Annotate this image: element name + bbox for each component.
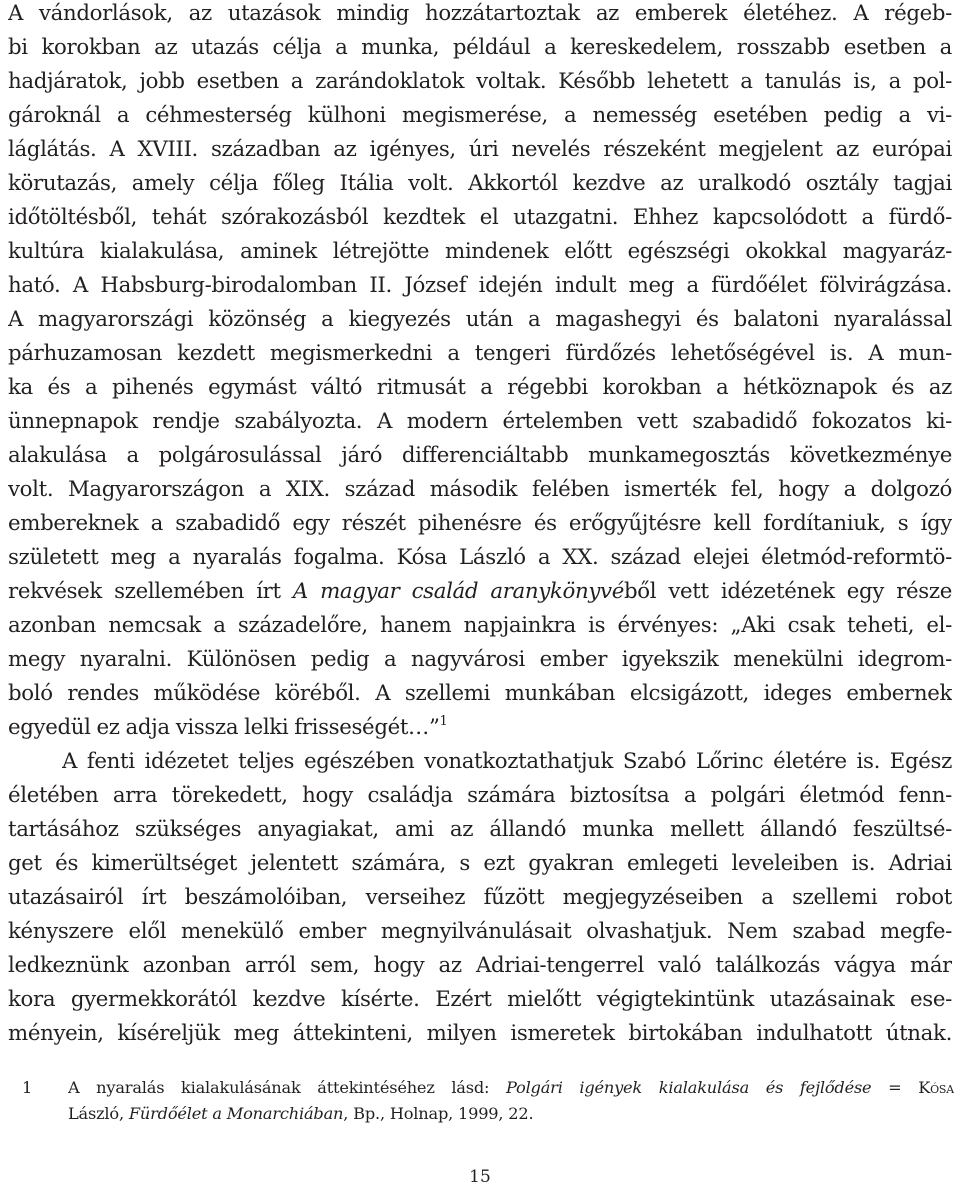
footnote-line xyxy=(68,1075,954,1101)
text-line: A magyarországi közönség a kiegyezés után a magashegyi és balatoni nyaralással xyxy=(8,307,952,332)
text-line-with-title xyxy=(8,575,952,609)
text-line: gároknál a céhmesterség külhoni megismerése, a nemesség esetében pedig a vi- xyxy=(8,103,952,128)
text-line: kultúra kialakulása, aminek létrejötte mindenek előtt egészségi okokkal magyaráz- xyxy=(8,239,952,264)
text-line: A vándorlások, az utazások mindig hozzátartoztak az emberek életéhez. A régeb- xyxy=(8,1,952,26)
text-line: kora gyermekkorától kezdve kísérte. Ezért mielőtt végigtekintünk utazásainak ese- xyxy=(8,987,952,1012)
text-line: A fenti idézetet teljes egészében vonatkoztathatjuk Szabó Lőrinc életére is. Egész xyxy=(62,749,952,774)
text-line: körutazás, amely célja főleg Itália volt. Akkortól kezdve az uralkodó osztály tagjai xyxy=(8,171,952,196)
quote-end: egyedül ez adja vissza lelki frisseségét…” xyxy=(8,715,440,740)
text-line: volt. Magyarországon a XIX. század második felében ismerték fel, hogy a dolgozó xyxy=(8,477,952,502)
text-line: kényszere elől menekülő ember megnyilvánulásait olvashatjuk. Nem szabad megfe- xyxy=(8,919,952,944)
text-line: született meg a nyaralás fogalma. Kósa László a XX. század elejei életmód-reformtö- xyxy=(8,545,952,570)
footnote-reference: 1 xyxy=(439,714,448,729)
text-line: életében arra törekedett, hogy családja számára biztosítsa a polgári életmód fenn- xyxy=(8,783,952,808)
book-title: A magyar család aranykönyvé xyxy=(292,579,624,604)
text-line: boló rendes működése köréből. A szellemi munkában elcsigázott, ideges embernek xyxy=(8,681,952,706)
text-line: párhuzamosan kezdett megismerkedni a tengeri fürdőzés lehetőségével is. A mun- xyxy=(8,341,952,366)
text-run: rekvések szellemében írt xyxy=(8,579,293,604)
text-line: embereknek a szabadidő egy részét pihenésre és erőgyűjtésre kell fordítaniuk, s így xyxy=(8,511,952,536)
text-line: utazásairól írt beszámolóiban, verseihez fűzött megjegyzéseiben a szellemi robot xyxy=(8,885,952,910)
text-line: ható. A Habsburg-birodalomban II. József idején indult meg a fürdőélet fölvirágzása. xyxy=(8,273,952,298)
author-firstname: László, xyxy=(68,1104,129,1123)
text-run: = xyxy=(871,1078,919,1097)
footnote-number: 1 xyxy=(22,1078,33,1097)
text-run: , Bp., Holnap, 1999, 22. xyxy=(343,1104,534,1123)
text-line: ledkeznünk azonban arról sem, hogy az Adriai-tengerrel való találkozás vágya már xyxy=(8,953,952,978)
text-line: ka és a pihenés egymást váltó ritmusát a régebbi korokban a hétköznapok és az xyxy=(8,375,952,400)
text-line xyxy=(8,711,952,745)
text-line: tartásához szükséges anyagiakat, ami az állandó munka mellett állandó feszültsé- xyxy=(8,817,952,842)
author-surname: Kósa xyxy=(918,1078,954,1097)
text-line: azonban nemcsak a századelőre, hanem napjainkra is érvényes: „Aki csak teheti, el- xyxy=(8,613,952,638)
text-line: időtöltésből, tehát szórakozásból kezdtek el utazgatni. Ehhez kapcsolódott a fürdő- xyxy=(8,205,952,230)
page-number: 15 xyxy=(469,1167,491,1187)
text-line: alakulása a polgárosulással járó differenciáltabb munkamegosztás következménye xyxy=(8,443,952,468)
text-line: bi korokban az utazás célja a munka, például a kereskedelem, rosszabb esetben a xyxy=(8,35,952,60)
text-line: megy nyaralni. Különösen pedig a nagyvárosi ember igyekszik menekülni idegrom- xyxy=(8,647,952,672)
text-run: A nyaralás kialakulásának áttekintéséhez lásd: xyxy=(68,1078,506,1097)
text-line: ményein, kíséreljük meg áttekinteni, milyen ismeretek birtokában indulhatott útnak. xyxy=(8,1021,952,1046)
text-line: láglátás. A XVIII. században az igényes, úri nevelés részeként megjelent az európai xyxy=(8,137,952,162)
text-line: get és kimerültséget jelentett számára, s ezt gyakran emlegeti leveleiben is. Adriai xyxy=(8,851,952,876)
cited-title: Polgári igények kialakulása és fejlődése xyxy=(505,1078,872,1097)
footnote-line xyxy=(68,1101,954,1127)
cited-book-title: Fürdőélet a Monarchiában xyxy=(128,1104,344,1123)
text-line: ünnepnapok rendje szabályozta. A modern értelemben vett szabadidő fokozatos ki- xyxy=(8,409,952,434)
text-line: hadjáratok, jobb esetben a zarándoklatok voltak. Később lehetett a tanulás is, a pol- xyxy=(8,69,952,94)
text-run: ből vett idézetének egy része xyxy=(623,579,952,604)
